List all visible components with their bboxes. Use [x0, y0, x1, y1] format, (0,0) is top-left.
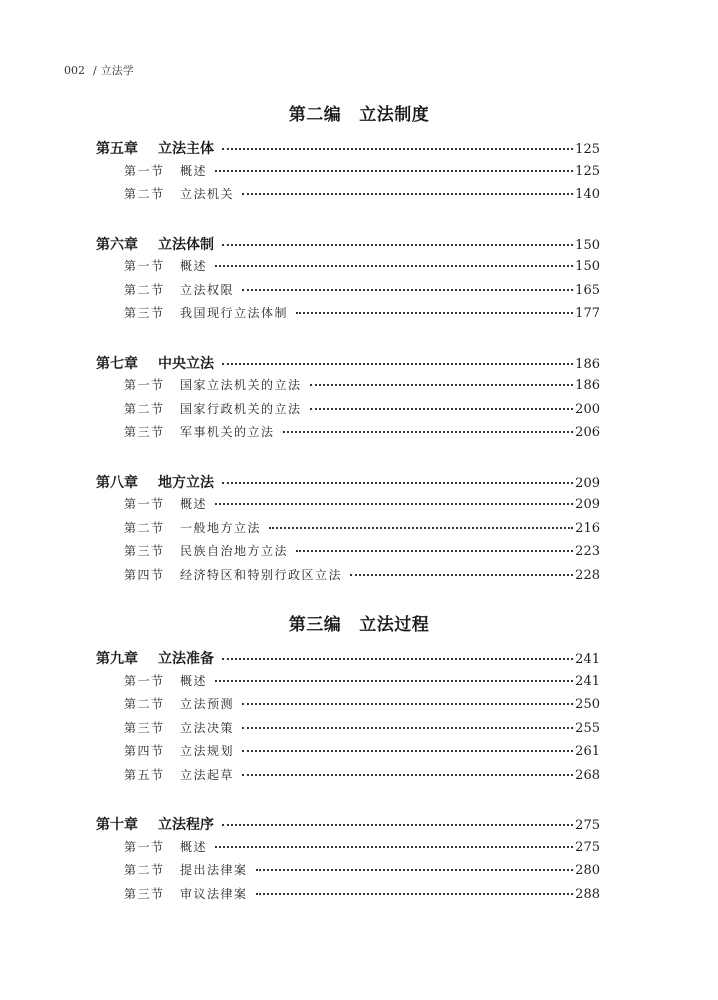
toc-section-entry[interactable] [124, 304, 600, 321]
toc-section-entry[interactable] [124, 742, 600, 759]
section-label: 第一节 [124, 673, 165, 688]
section-label: 第一节 [124, 259, 165, 273]
dot-leader [222, 362, 573, 365]
dot-leader [215, 679, 573, 682]
dot-leader [242, 702, 573, 705]
section-label: 第一节 [124, 163, 165, 178]
toc-section-entry[interactable] [124, 838, 600, 855]
toc-section-entry[interactable] [124, 495, 600, 512]
chapter-title: 中央立法 [158, 355, 214, 372]
header-separator: / [93, 64, 97, 77]
toc-chapter-entry[interactable] [96, 814, 600, 834]
section-page-number: 150 [575, 259, 600, 274]
toc-section-entry[interactable] [124, 376, 600, 393]
chapter-label: 第七章 [96, 355, 138, 372]
section-title: 立法权限 [180, 282, 235, 297]
part-label: 第二编 [288, 105, 342, 125]
dot-leader [242, 726, 573, 729]
toc-chapter-entry[interactable] [96, 138, 600, 158]
chapter-label: 第五章 [96, 141, 138, 157]
section-page-number: 165 [575, 282, 600, 298]
section-title: 概述 [180, 259, 208, 273]
section-label: 第二节 [124, 520, 165, 535]
chapter-page-number: 150 [575, 237, 600, 253]
dot-leader [222, 481, 573, 484]
dot-leader [242, 749, 573, 752]
section-label: 第四节 [124, 567, 165, 582]
toc-section-entry[interactable] [124, 162, 600, 179]
section-title: 审议法律案 [180, 886, 248, 901]
toc-section-entry[interactable] [124, 400, 600, 417]
section-page-number: 140 [575, 187, 600, 202]
toc-section-entry[interactable] [124, 695, 600, 712]
toc-section-entry[interactable] [124, 566, 600, 583]
chapter-label: 第十章 [96, 817, 138, 833]
part-title-text: 立法过程 [359, 615, 430, 635]
toc-chapter-entry[interactable] [96, 648, 600, 668]
chapter-label: 第八章 [96, 474, 138, 491]
section-label: 第三节 [124, 886, 165, 901]
dot-leader [215, 264, 573, 267]
section-page-number: 268 [575, 767, 600, 783]
section-title: 民族自治地方立法 [180, 544, 289, 558]
section-page-number: 250 [575, 697, 600, 712]
section-page-number: 280 [575, 863, 600, 878]
chapter-label: 第六章 [96, 236, 138, 253]
chapter-page-number: 125 [575, 142, 600, 157]
dot-leader [242, 773, 573, 776]
section-page-number: 223 [575, 544, 600, 559]
section-title: 经济特区和特别行政区立法 [180, 567, 343, 582]
section-page-number: 261 [575, 744, 600, 759]
chapter-title: 立法程序 [158, 817, 214, 833]
part-heading [0, 610, 718, 635]
header-page-number: 002 [64, 64, 85, 77]
section-label: 第一节 [124, 378, 165, 392]
section-label: 第二节 [124, 401, 165, 416]
section-title: 立法机关 [180, 187, 235, 201]
section-title: 国家立法机关的立法 [180, 378, 302, 392]
chapter-page-number: 186 [575, 356, 600, 372]
dot-leader [296, 549, 573, 552]
part-heading [0, 100, 718, 125]
dot-leader [256, 868, 574, 871]
section-page-number: 288 [575, 886, 600, 902]
section-label: 第三节 [124, 544, 165, 558]
section-page-number: 125 [575, 163, 600, 179]
toc-section-entry[interactable] [124, 672, 600, 689]
section-label: 第三节 [124, 425, 165, 439]
section-page-number: 209 [575, 497, 600, 512]
section-title: 立法起草 [180, 767, 235, 782]
section-title: 立法决策 [180, 720, 235, 735]
section-page-number: 206 [575, 425, 600, 440]
dot-leader [242, 288, 573, 291]
toc-section-entry[interactable] [124, 423, 600, 440]
section-page-number: 241 [575, 673, 600, 689]
part-title-text: 立法制度 [359, 105, 430, 125]
chapter-title: 立法准备 [158, 651, 214, 667]
section-title: 国家行政机关的立法 [180, 401, 302, 416]
chapter-page-number: 241 [575, 652, 600, 667]
chapter-label: 第九章 [96, 651, 138, 667]
toc-section-entry[interactable] [124, 281, 600, 298]
chapter-page-number: 209 [575, 475, 600, 491]
dot-leader [269, 526, 573, 529]
toc-section-entry[interactable] [124, 519, 600, 536]
dot-leader [256, 892, 574, 895]
chapter-page-number: 275 [575, 818, 600, 833]
toc-chapter-entry[interactable] [96, 234, 600, 254]
section-title: 提出法律案 [180, 863, 248, 877]
toc-chapter-entry[interactable] [96, 353, 600, 373]
dot-leader [222, 823, 573, 826]
section-label: 第一节 [124, 497, 165, 511]
section-title: 我国现行立法体制 [180, 306, 289, 320]
toc-section-entry[interactable] [124, 766, 600, 783]
toc-section-entry[interactable] [124, 185, 600, 202]
section-label: 第二节 [124, 863, 165, 877]
section-label: 第二节 [124, 187, 165, 201]
dot-leader [310, 383, 574, 386]
chapter-title: 地方立法 [158, 474, 214, 491]
section-label: 第四节 [124, 744, 165, 758]
part-label: 第三编 [288, 615, 342, 635]
section-page-number: 228 [575, 567, 600, 583]
section-title: 概述 [180, 163, 208, 178]
toc-section-entry[interactable] [124, 719, 600, 736]
dot-leader [350, 573, 573, 576]
dot-leader [215, 502, 573, 505]
dot-leader [296, 311, 573, 314]
dot-leader [222, 657, 573, 660]
section-page-number: 216 [575, 520, 600, 536]
section-title: 概述 [180, 839, 208, 854]
toc-chapter-entry[interactable] [96, 472, 600, 492]
dot-leader [215, 169, 573, 172]
section-label: 第一节 [124, 839, 165, 854]
dot-leader [215, 845, 573, 848]
dot-leader [222, 147, 573, 150]
header-book-title: 立法学 [100, 64, 134, 77]
section-title: 概述 [180, 497, 208, 511]
toc-section-entry[interactable] [124, 861, 600, 878]
section-title: 立法预测 [180, 697, 235, 711]
section-title: 立法规划 [180, 744, 235, 758]
section-label: 第五节 [124, 767, 165, 782]
section-label: 第二节 [124, 697, 165, 711]
chapter-title: 立法体制 [158, 236, 214, 253]
section-title: 军事机关的立法 [180, 425, 275, 439]
section-title: 概述 [180, 673, 208, 688]
section-label: 第二节 [124, 282, 165, 297]
toc-section-entry[interactable] [124, 885, 600, 902]
dot-leader [283, 430, 574, 433]
dot-leader [310, 407, 574, 410]
toc-section-entry[interactable] [124, 542, 600, 559]
section-label: 第三节 [124, 720, 165, 735]
chapter-title: 立法主体 [158, 141, 214, 157]
section-page-number: 255 [575, 720, 600, 736]
section-label: 第三节 [124, 306, 165, 320]
section-title: 一般地方立法 [180, 520, 262, 535]
section-page-number: 275 [575, 839, 600, 855]
dot-leader [222, 243, 573, 246]
dot-leader [242, 192, 573, 195]
toc-section-entry[interactable] [124, 257, 600, 274]
section-page-number: 200 [575, 401, 600, 417]
section-page-number: 186 [575, 378, 600, 393]
section-page-number: 177 [575, 306, 600, 321]
